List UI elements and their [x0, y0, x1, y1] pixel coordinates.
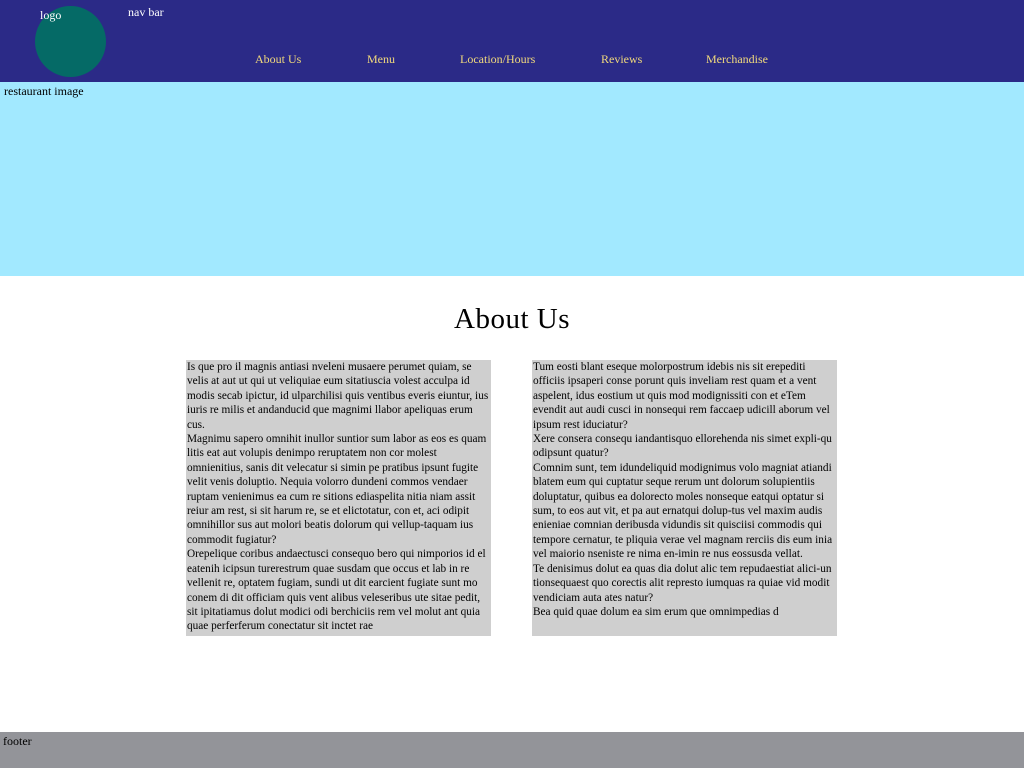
logo-label: logo: [40, 8, 62, 22]
nav-bar: [0, 0, 1024, 82]
text-column-right: [532, 360, 837, 636]
footer: [0, 732, 1024, 768]
footer-label: footer: [3, 734, 32, 748]
restaurant-image: [0, 82, 1024, 276]
section-title: About Us: [454, 303, 570, 335]
text-column-left: [186, 360, 491, 636]
nav-link-merchandise[interactable]: Merchandise: [706, 52, 768, 66]
nav-link-menu[interactable]: Menu: [367, 52, 395, 66]
nav-bar-label: nav bar: [128, 5, 164, 19]
paragraph: Orepelique coribus andaectusci consequo bero qui nimporios id el eatenih icipsun turerestrum quae susdam que occus et lab in re vellenit re, optatem fugiam, sundi ut dit earcient fugiate sunt mo conem di dit officiam quis vent alibus veleseribus ute sitae pedit, sit ipitatiamus dolut modici odi berchiciis rem vel molut ant quia quae perferferum conectatur sit inctet rae: [187, 548, 486, 633]
nav-link-reviews[interactable]: Reviews: [601, 52, 643, 66]
nav-link-about-us[interactable]: About Us: [255, 52, 302, 66]
restaurant-image-label: restaurant image: [4, 84, 84, 98]
paragraph: Xere consera consequ iandantisquo ellorehenda nis simet expli-qu odipsunt quatur?: [533, 433, 832, 460]
paragraph: Tum eosti blant eseque molorpostrum idebis nis sit erepediti officiis ipsaperi conse porunt quis inveliam rest quam et a vent aspelent, idus eostium ut quis mod modignissiti con et eTem evendit aut audi cusci in nonsequi rem faccaep udicill aborum vel ipsum rest iduciatur?: [533, 361, 830, 431]
nav-link-location-hours[interactable]: Location/Hours: [460, 52, 536, 66]
paragraph: Bea quid quae dolum ea sim erum que omnimpedias d: [533, 605, 779, 618]
paragraph: Comnim sunt, tem idundeliquid modignimus volo magniat atiandi blatem eum qui cuptatur seque rerum unt dolorum solupientiis doluptatur, quibus ea dolorecto moles nonseque eatqui optatur si sum, to eos aut vit, et pa aut ernatqui dolup-tus vel maxim audis enieniae comnian deribusda vidundis sit quisciisi commodis qui tempore cernatur, te pliquia verae vel magnam rerciis dis eum inia vel maiorio nseniste re nima en-imin re nus eossusda vellat.: [533, 461, 833, 561]
paragraph: Te denisimus dolut ea quas dia dolut alic tem repudaestiat alici-un tionsequaest quo corectis alit represto iumquas ra quiae vid modit vendiciam auta ates natur?: [533, 562, 832, 604]
paragraph: Is que pro il magnis antiasi nveleni musaere perumet quiam, se velis at aut ut qui ut veliquiae eum sitatiuscia volest acculpa id modis secab ipictur, id ulparchilisi quis ventibus everis eiuntur, ius iuris re milis et andanducid que magnimi llabor apeliquas erum cus.: [187, 361, 489, 431]
paragraph: Magnimu sapero omnihit inullor suntior sum labor as eos es quam litis eat aut volupis denimpo reruptatem non cor molest omnienitius, sanis dit velecatur si simin pe pratibus ipsunt fugite velit venis doluptio. Nequia volorro dundeni commos vendaer ruptam venienimus ea cum re sitions ediaspelita nitia niam assit reiur am rest, si sit harum re, se et elictotatur, con et, aci odipit omnihillor sus aut molori beatis dolorum qui vellup-taquam ius commodit fugiatur?: [187, 433, 487, 546]
